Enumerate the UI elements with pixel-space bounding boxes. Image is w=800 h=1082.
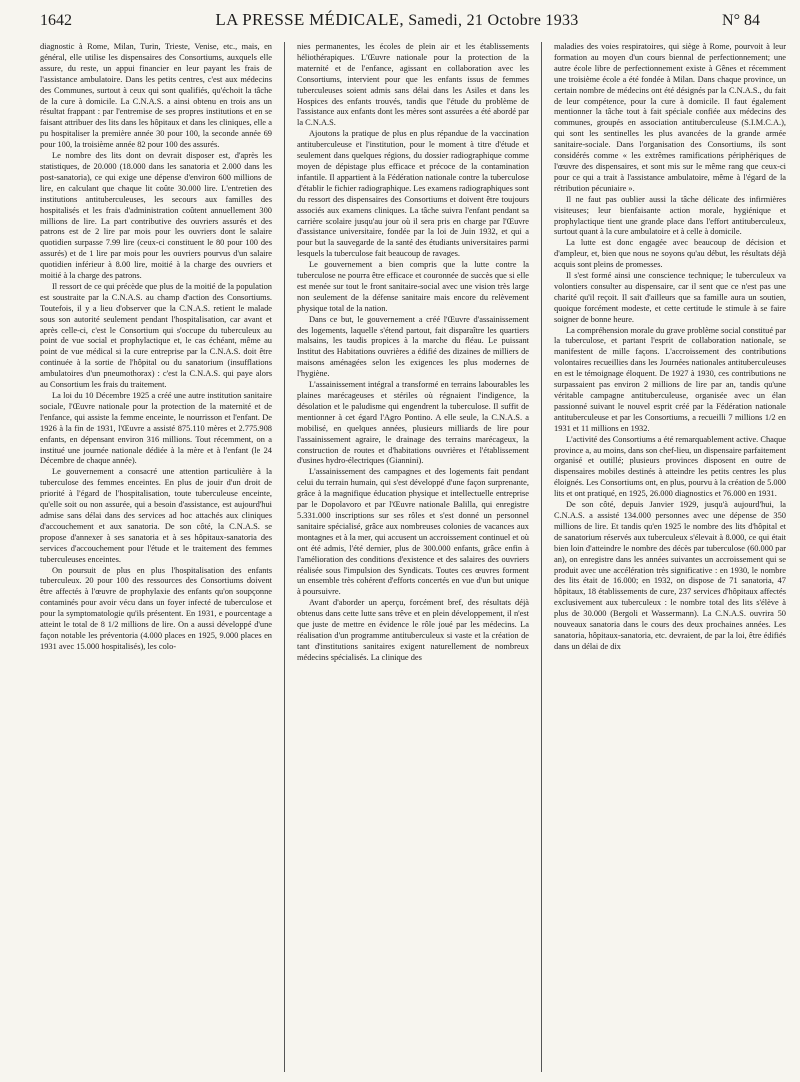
column-middle bbox=[297, 42, 529, 1072]
running-title bbox=[215, 10, 578, 30]
paragraph: Dans ce but, le gouvernement a créé l'Œuvre d'assainissement des logements, laquelle s'étend partout, fait disparaître les quartiers malsains, les taudis propices à la marche du fléau. Le puissant Institut des Habitations ouvrières a édifié des dizaines de milliers de maisons aménagées selon les exigences les plus modernes de l'hygiène. bbox=[297, 314, 529, 379]
paragraph: Le gouvernement a bien compris que la lutte contre la tuberculose ne pourra être efficace et couronnée de succès que si elle est menée sur tout le front sanitaire-social avec une vision très large non seulement de la défense sanitaire mais encore du relèvement physique total de la nation. bbox=[297, 260, 529, 313]
paragraph: maladies des voies respiratoires, qui siège à Rome, pourvoit à leur formation au moyen d'un cours biennal de perfectionnement; une autre école libre de perfectionnement existe à Gênes et récemment une troisième école a été fondée à Milan. Dans chaque province, un certain nombre de médecins ont été désignés par la C.N.A.S., du fait de leur compétence, pour la cure à domicile. Il faut également mentionner la tâche tout à fait spéciale confiée aux médecins des communes, groupés en association antituberculeuse (S.I.M.C.A.), qui sont les sentinelles les plus avancées de la grande armée sanitaire-sociale. Dans l'organisation des Consortiums, ils sont considérés comme « les extrêmes ramifications périphériques de l'œuvre des dispensaires, et sont mis sur le même rang que ceux-ci pour ce qui a trait à l'assistance ambulatoire, même à l'égard de la rétribution pécuniaire ». bbox=[554, 42, 786, 193]
paragraph: Le gouvernement a consacré une attention particulière à la tuberculose des femmes enceintes. En plus de jouir d'un droit de priorité à l'égard de l'hospitalisation, toute tuberculeuse enceinte, qu'elle soit ou non assurée, qui a besoin d'assistance, est aujourd'hui admise sans délai dans des services ad hoc attachés aux cliniques d'accouchement et aux sanatoria. De son côté, la C.N.A.S. se propose d'annexer à ses sanatoria et à ses hôpitaux-sanatoria des services d'accouchement pour l'étude et le traitement des femmes tuberculeuses enceintes. bbox=[40, 467, 272, 564]
paragraph: La lutte est donc engagée avec beaucoup de décision et d'ampleur, et, bien que nous ne soyons qu'au début, les résultats déjà acquis sont pleins de promesses. bbox=[554, 238, 786, 270]
column-divider bbox=[541, 42, 542, 1072]
text-columns bbox=[40, 42, 786, 1072]
journal-title: LA PRESSE MÉDICALE, bbox=[215, 10, 404, 29]
paragraph: Le nombre des lits dont on devrait disposer est, d'après les statistiques, de 20.000 (18.000 dans les sanatoria et 2.000 dans les post-sanatoria), ce qui exige une dépense d'environ 600 millions de lire, en calculant que chaque lit coûte 30.000 lire. L'entretien des institutions antituberculeuses, les secours aux familles des hospitalisés et les frais d'administration coûtent annuellement 300 millions de lire. La part contributive des ouvriers assurés et des patrons est de 2 lire par mois pour les ouvriers dont le salaire quotidien surpasse 7.99 lire (ceux-ci constituent le 80 pour 100 des assurés) et de 1 lire par mois pour les ouvriers pourvus d'un salaire quotidien inférieur à 8.00 lire, moitié à la charge des ouvriers et moitié à la charge des patrons. bbox=[40, 151, 272, 281]
paragraph: L'activité des Consortiums a été remarquablement active. Chaque province a, au moins, dans son chef-lieu, un dispensaire parfaitement organisé et outillé; plusieurs provinces disposent en outre de dispensaires mobiles destinés à atteindre les petits centres les plus éloignés. Les Consortiums ont, en plus, pourvu à la création de 5.000 lits et ont pratiqué, en 1925, 26.000 diagnostics et 76.000 en 1931. bbox=[554, 434, 786, 499]
paragraph: Il ressort de ce qui précède que plus de la moitié de la population est soustraite par la C.N.A.S. au champ d'action des Consortiums. Toutefois, il y a lieu d'observer que la C.N.A.S. retient le malade sous son autorité seulement pendant l'hospitalisation, car avant et après celle-ci, c'est le Consortium qui s'occupe du tuberculeux au point de vue social et prophylactique et, le cas échéant, même au point de vue médical si la cure entreprise par la C.N.A.S. doit être continuée à la sortie de l'hôpital ou du sanatorium (insufflations ambulatoires d'un pneumothorax) : c'est la C.N.A.S. qui paye alors au Consortium les frais du traitement. bbox=[40, 281, 272, 390]
column-divider bbox=[284, 42, 285, 1072]
paragraph: La loi du 10 Décembre 1925 a créé une autre institution sanitaire sociale, l'Œuvre nationale pour la protection de la maternité et de l'enfance, qui assiste la femme enceinte, le nourrisson et l'enfant. De 1926 à la fin de 1931, l'Œuvre a assisté 875.110 mères et 2.775.908 enfants, en dépensant environ 316 millions. Tout récemment, on a institué une journée nationale dédiée à la mère et à l'enfant (le 24 Décembre de chaque année). bbox=[40, 391, 272, 466]
paragraph: nies permanentes, les écoles de plein air et les établissements héliothérapiques. L'Œuvre nationale pour la protection de la maternité et de l'enfance, agissant en collaboration avec les Consortiums, intervient pour que les enfants issus de femmes tuberculeuses soient admis sans délai dans les Asiles et dans les Hospices des enfants trouvés, tandis que l'étude du problème de l'assistance aux enfants dont les mères sont assurées a été abordé par la C.N.A.S. bbox=[297, 42, 529, 128]
paragraph: Il ne faut pas oublier aussi la tâche délicate des infirmières visiteuses; leur bienfaisante action morale, hygiénique et prophylactique tient une grande place dans l'effort antituberculeux, surtout quant à la cure ambulatoire et à celle à domicile. bbox=[554, 194, 786, 237]
paragraph: On poursuit de plus en plus l'hospitalisation des enfants tuberculeux. 20 pour 100 des ressources des Consortiums doivent être affectés à l'œuvre de prophylaxie des enfants qu'on soupçonne contaminés pour avoir vécu dans un foyer infecté de tuberculose et pour la symptomatologie qu'ils présentent. En 1931, e pourcentage a atteint le total de 8 1/2 millions de lire. On a aussi développé d'une façon notable les préventoria (4.000 places en 1925, 9.000 places en 1931 avec 15.000 hospitalisés), les colo- bbox=[40, 565, 272, 651]
page-number: 1642 bbox=[40, 12, 72, 29]
paragraph: L'assainissement des campagnes et des logements fait pendant celui du terrain humain, qui s'est développé d'une façon surprenante, grâce à la magnifique éducation physique et intellectuelle entreprise par le Dopolavoro et par l'Œuvre nationale Balilla, qui enregistre 5.331.000 inscriptions sur ses rôles et s'est donné un personnel sanitaire spécialisé, grâce aux nombreuses colonies de vacances aux montagnes et à la mer, qui accusent un accroissement continuel et où ont été admis, l'été dernier, plus de 300.000 enfants, grâce enfin à l'amélioration des conditions d'existence et des salaires des ouvriers réalisée sous l'impulsion des Syndicats. Toutes ces œuvres forment un ensemble très cohérent d'efforts concertés en vue d'un but unique à poursuivre. bbox=[297, 467, 529, 597]
paragraph: L'assainissement intégral a transformé en terrains labourables les plaines marécageuses et stériles où régnaient l'indigence, la désolation et le paludisme qui engendrent la tuberculose. Il suffit de mentionner à cet égard l'Agro Pontino. A elle seule, la C.N.A.S. a mobilisé, en quelques années, plusieurs milliards de lire pour l'assainissement agraire, le drainage des terrains marécageux, la construction de routes et d'habitations ouvrières et l'établissement d'usines hydro-électriques (Giannini). bbox=[297, 380, 529, 466]
column-left bbox=[40, 42, 272, 1072]
paragraph: Il s'est formé ainsi une conscience technique; le tuberculeux va volontiers consulter au dispensaire, car il sent que ce n'est pas une charité qu'il reçoit. Il sait d'ailleurs que sa famille aura un soutien, quoique forcément modeste, et cette certitude le stimule à se faire soigner de bonne heure. bbox=[554, 271, 786, 324]
paragraph: La compréhension morale du grave problème social constitué par la tuberculose, et partant l'esprit de collaboration nationale, se manifestent de mille façons. L'accroissement des contributions volontaires recueillies dans les Journées nationales antituberculeuses en est le témoignage éloquent. De 1927 à 1930, ces contributions ne surpassaient pas environ 2 millions de lire par an, tandis qu'une véritable campagne antituberculeuse, organisée avec un élan passionné suivant le nouvel esprit créé par la Fédération nationale antituberculeuse et par les Consortiums, a recueilli 7 millions 1/2 en 1931 et 11 millions en 1932. bbox=[554, 325, 786, 433]
paragraph: Ajoutons la pratique de plus en plus répandue de la vaccination antituberculeuse et l'institution, pour le moment à titre d'étude et seulement dans quelques régions, du dossier radiographique comme moyen de dépistage plus efficace et précoce de la contamination infantile. Il appartient à la Fédération nationale contre la tuberculose d'établir le fichier radiographique. Les examens radiographiques sont du ressort des dispensaires des Consortiums et doivent être toujours associés aux examens cliniques. La tâche suivra l'enfant pendant sa carrière scolaire jusqu'au jour où il sera pris en charge par l'Œuvre d'assistance universitaire, fondée par la loi de Juin 1932, et qui a pour but la sauvegarde de la santé des étudiants universitaires parmi lesquels la tuberculose fait beaucoup de ravages. bbox=[297, 129, 529, 259]
paragraph: De son côté, depuis Janvier 1929, jusqu'à aujourd'hui, la C.N.A.S. a assisté 134.000 personnes avec une dépense de 350 millions de lire. Et tandis qu'en 1925 le nombre des lits d'hôpital et de sanatorium réservés aux tuberculeux s'élevait à 8.000, ce qui était bien loin d'atteindre le nombre des décès par tuberculose (60.000 par an), on enregistre dans les années suivantes un accroissement qui se produit avec une accélération très significative : en 1930, le nombre des lits était de 16.000; en 1932, on dispose de 71 sanatoria, 47 hôpitaux, 18 établissements de cure, 237 services d'hôpitaux affectés exclusivement aux tuberculeux : le nombre total des lits s'élève à plus de 30.000 (Bergoli et Wassermann). La C.N.A.S. ouvrira 50 nouveaux sanatoria dans le cours des deux prochaines années. Les sanatoria, hôpitaux-sanatoria, etc. devraient, de par la loi, être édifiés dans un délai de dix bbox=[554, 500, 786, 651]
column-right bbox=[554, 42, 786, 1072]
issue-number: N° 84 bbox=[722, 12, 760, 29]
paragraph: diagnostic à Rome, Milan, Turin, Trieste, Venise, etc., mais, en général, elle utilise les dispensaires des Consortiums, auxquels elle assure, du reste, un appui financier en leur payant les frais de l'assistance ambulatoire. Dans les petits centres, c'est aux médecins des Communes, surtout à ceux qui sont qualifiés, qu'échoit la tâche de la cure à domicile. La C.N.A.S. a ainsi obtenu en trois ans un résultat frappant : par l'entremise de ses propres institutions et en se faisant attribuer des lits dans les hôpitaux et dans les cliniques, elle a pu hospitaliser la première année 30 pour 100, la seconde année 69 pour 100, la troisième année 82 pour 100 des assurés. bbox=[40, 42, 272, 150]
issue-date: Samedi, 21 Octobre 1933 bbox=[408, 12, 579, 29]
page-header bbox=[40, 10, 760, 34]
paragraph: Avant d'aborder un aperçu, forcément bref, des résultats déjà obtenus dans cette lutte sans trêve et en plein développement, il n'est que juste de mettre en évidence le rôle joué par les médecins. La réalisation d'un programme antituberculeux si vaste et la création de tant d'institutions sanitaires exigent naturellement de nombreux médecins spécialisés. La clinique des bbox=[297, 598, 529, 662]
